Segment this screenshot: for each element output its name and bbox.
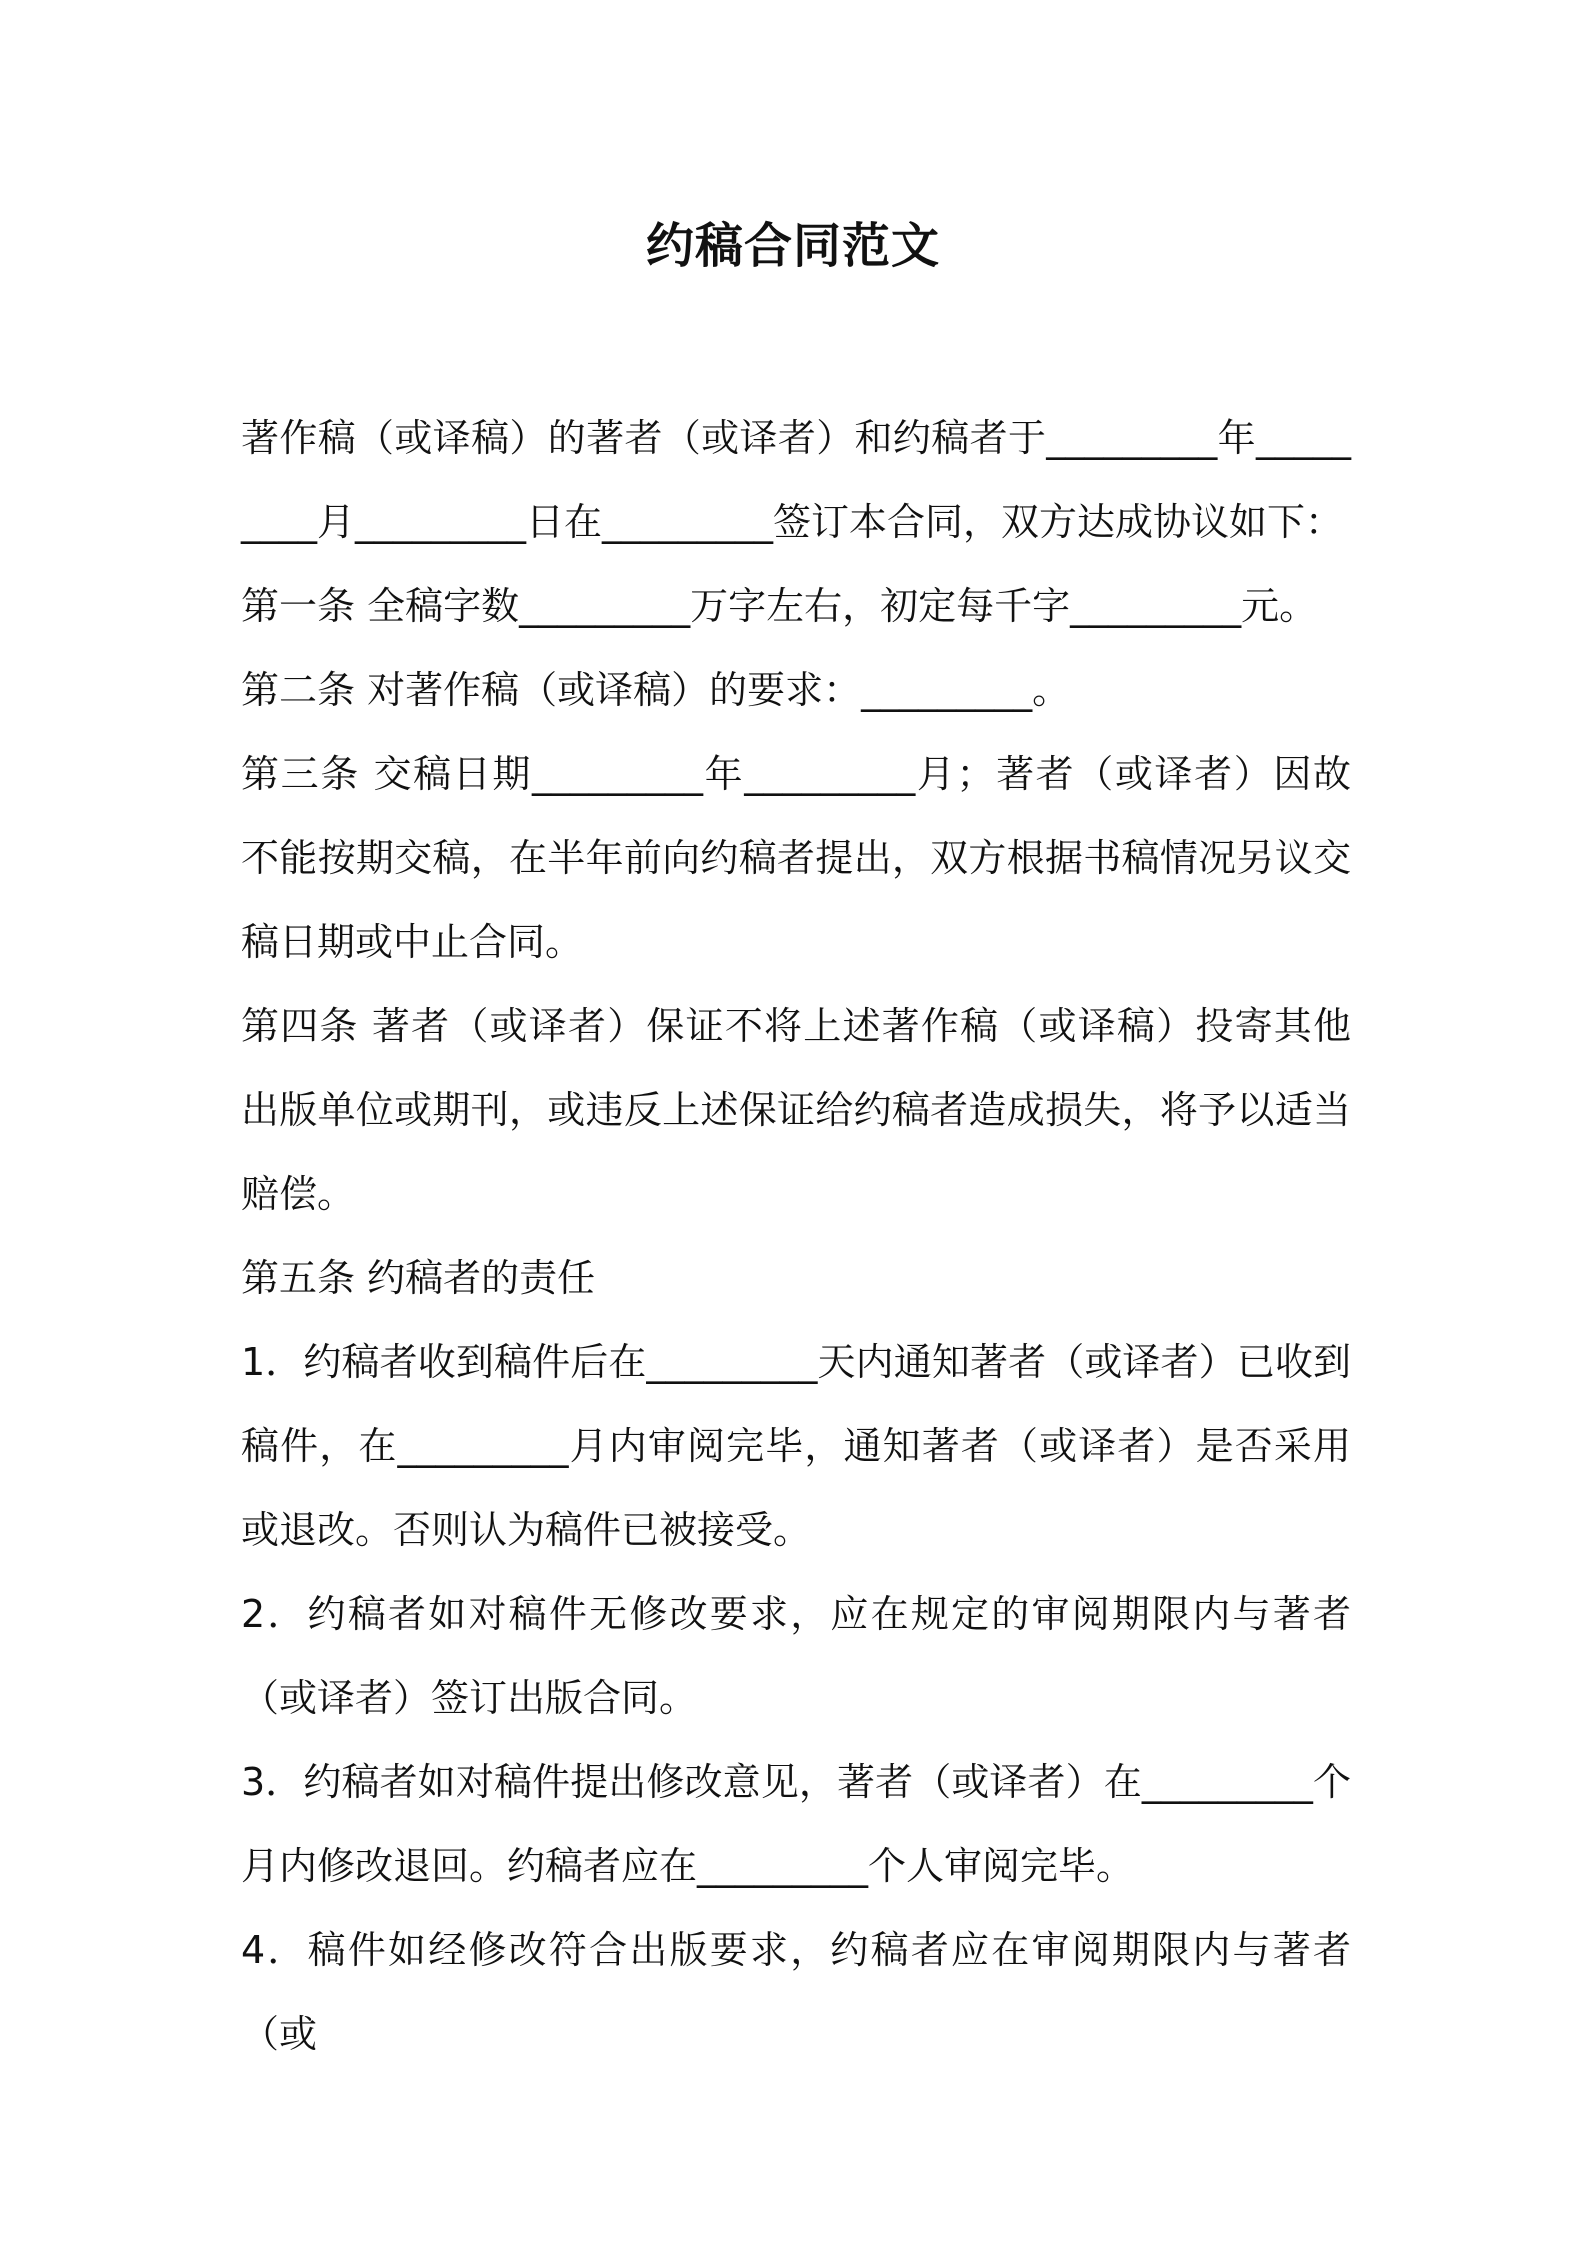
article-4: 第四条 著者（或译者）保证不将上述著作稿（或译稿）投寄其他出版单位或期刊，或违反上述保证给约稿者造成损失，将予以适当赔偿。 — [241, 1004, 1351, 1216]
article-5-item-2: 2．约稿者如对稿件无修改要求，应在规定的审阅期限内与著者（或译者）签订出版合同。 — [241, 1592, 1351, 1720]
intro-paragraph: 著作稿（或译稿）的著者（或译者）和约稿者于_________年_________月_________日在_________签订本合同，双方达成协议如下： — [241, 416, 1351, 544]
article-5-item-1: 1．约稿者收到稿件后在_________天内通知著者（或译者）已收到稿件，在_________月内审阅完毕，通知著者（或译者）是否采用或退改。否则认为稿件已被接受。 — [241, 1340, 1351, 1552]
article-5-item-3: 3．约稿者如对稿件提出修改意见，著者（或译者）在_________个月内修改退回。约稿者应在_________个人审阅完毕。 — [241, 1760, 1351, 1888]
article-1: 第一条 全稿字数_________万字左右，初定每千字_________元。 — [241, 584, 1318, 628]
document-title: 约稿合同范文 — [645, 218, 940, 274]
article-2: 第二条 对著作稿（或译稿）的要求：_________。 — [241, 668, 1071, 712]
article-5-heading: 第五条 约稿者的责任 — [241, 1256, 596, 1300]
article-3: 第三条 交稿日期_________年_________月；著者（或译者）因故不能按期交稿，在半年前向约稿者提出，双方根据书稿情况另议交稿日期或中止合同。 — [241, 752, 1351, 964]
document-body — [241, 396, 1351, 2076]
article-5-item-4: 4．稿件如经修改符合出版要求，约稿者应在审阅期限内与著者（或 — [241, 1928, 1351, 2056]
